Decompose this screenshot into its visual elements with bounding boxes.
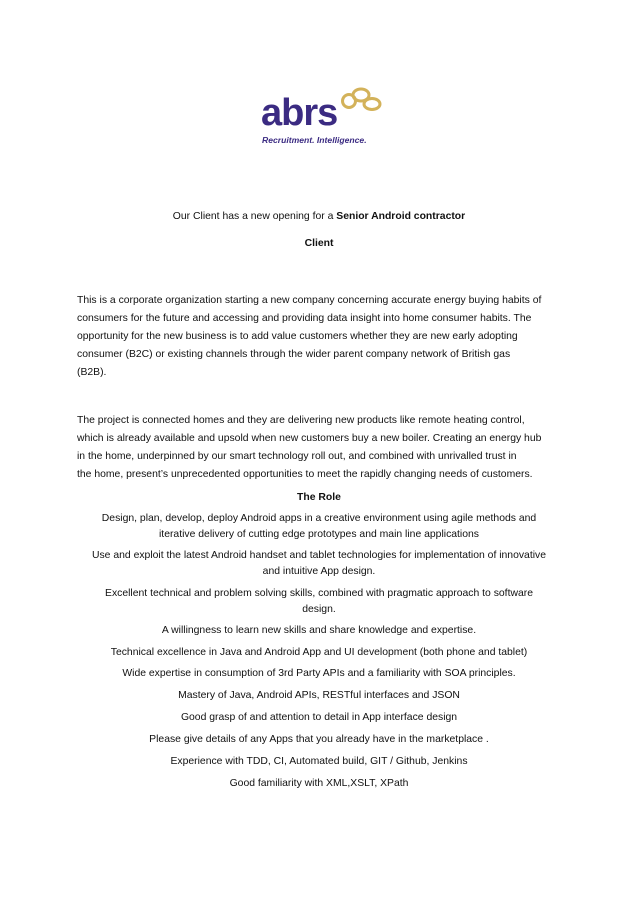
paragraph2-line: the home, present’s unprecedented opportunities to meet the rapidly changing needs of customers. [77,469,533,480]
role-item: Please give details of any Apps that you already have in the marketplace . [149,734,489,745]
role-item: Technical excellence in Java and Android App and UI development (both phone and tablet) [110,647,528,658]
role-item: Design, plan, develop, deploy Android apps in a creative environment using agile methods and [101,513,537,524]
role-item: Experience with TDD, CI, Automated build, GIT / Github, Jenkins [170,756,468,767]
paragraph2-line: which is already available and upsold when new customers buy a new boiler. Creating an energy hub [77,433,542,444]
logo-tagline: Recruitment. Intelligence. [262,135,367,145]
role-item: Mastery of Java, Android APIs, RESTful interfaces and JSON [178,690,460,701]
paragraph2-line: in the home, underpinned by our smart technology roll out, and combined with unrivalled trust in [77,451,517,462]
role-item: Use and exploit the latest Android handset and tablet technologies for implementation of innovative [91,550,547,561]
role-item: A willingness to learn new skills and share knowledge and expertise. [161,625,477,636]
role-heading: The Role [297,492,341,503]
abrs-logo [258,84,383,148]
paragraph1-line: consumers for the future and accessing and providing data insight into home consumer habits. The [77,313,532,324]
client-heading: Client [304,238,334,249]
intro-line [62,208,576,226]
speech-bubbles-icon [336,84,382,114]
paragraph1-line: This is a corporate organization starting a new company concerning accurate energy buying habits of [77,295,542,306]
paragraph1-line: (B2B). [77,367,107,378]
paragraph2-line: The project is connected homes and they are delivering new products like remote heating control, [77,415,525,426]
intro-role-title: Senior Android contractor [336,211,466,222]
role-item: Excellent technical and problem solving skills, combined with pragmatic approach to software [105,588,533,599]
paragraph1-line: opportunity for the new business is to add value customers whether they are new early adopting [77,331,518,342]
logo-wordmark: abrs [261,92,338,134]
paragraph1-line: consumer (B2C) or existing channels through the wider parent company network of British gas [77,349,511,360]
role-item: iterative delivery of cutting edge prototypes and main line applications [159,529,479,540]
role-item: Wide expertise in consumption of 3rd Party APIs and a familiarity with SOA principles. [122,668,516,679]
role-item: Good grasp of and attention to detail in App interface design [180,712,458,723]
intro-text: Our Client has a new opening for a [172,211,337,222]
role-item: and intuitive App design. [262,566,376,577]
role-item: Good familiarity with XML,XSLT, XPath [229,778,409,789]
role-item: design. [302,604,336,615]
